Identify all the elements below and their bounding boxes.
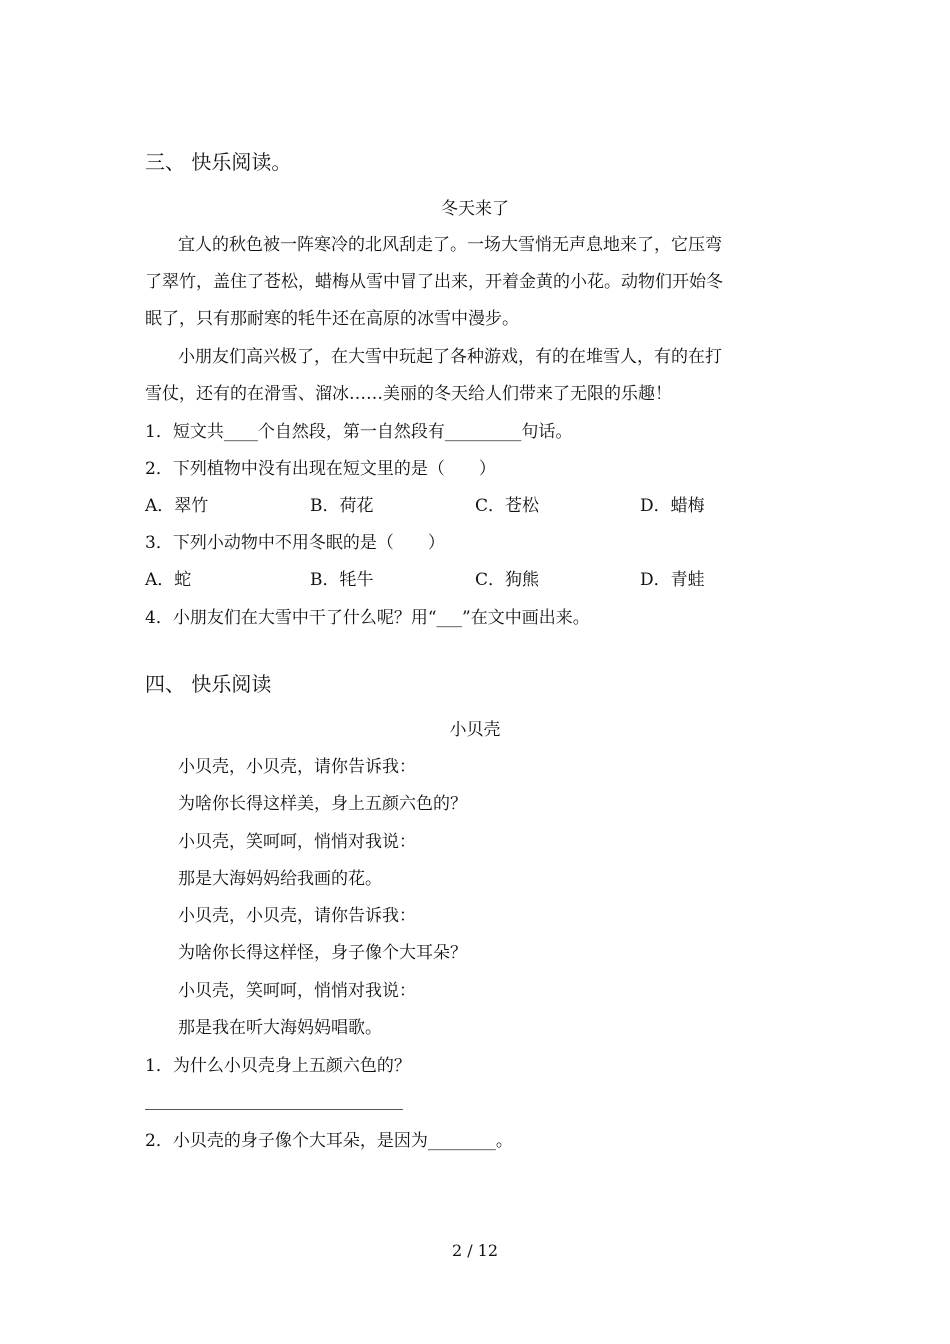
poem-line: 那是我在听大海妈妈唱歌。 (178, 1018, 382, 1038)
answer-line (145, 1109, 403, 1110)
option-d: D．青蛙 (640, 570, 705, 590)
paragraph-line: 宜人的秋色被一阵寒冷的北风刮走了。一场大雪悄无声息地来了，它压弯 (178, 235, 722, 255)
poem-line: 为啥你长得这样怪，身子像个大耳朵？ (178, 943, 467, 963)
paragraph-line: 雪仗，还有的在滑雪、溜冰……美丽的冬天给人们带来了无限的乐趣！ (145, 384, 672, 404)
paragraph-line: 小朋友们高兴极了，在大雪中玩起了各种游戏，有的在堆雪人，有的在打 (178, 347, 722, 367)
paragraph-line: 了翠竹，盖住了苍松，蜡梅从雪中冒了出来，开着金黄的小花。动物们开始冬 (145, 272, 723, 292)
question-3-4: 4．小朋友们在大雪中干了什么呢？用“___”在文中画出来。 (145, 608, 590, 628)
page-number: 2 / 12 (451, 1241, 499, 1260)
option-d: D．蜡梅 (640, 496, 705, 516)
option-a: A．翠竹 (145, 496, 209, 516)
question-4-2: 2．小贝壳的身子像个大耳朵，是因为________。 (145, 1131, 513, 1151)
poem-line: 为啥你长得这样美，身上五颜六色的？ (178, 794, 467, 814)
poem-title: 小贝壳 (449, 720, 501, 740)
option-b: B．荷花 (310, 496, 374, 516)
poem-line: 小贝壳，笑呵呵，悄悄对我说： (178, 981, 416, 1001)
poem-line: 那是大海妈妈给我画的花。 (178, 869, 382, 889)
poem-line: 小贝壳，小贝壳，请你告诉我： (178, 757, 416, 777)
question-4-1: 1．为什么小贝壳身上五颜六色的？ (145, 1056, 411, 1076)
poem-line: 小贝壳，小贝壳，请你告诉我： (178, 906, 416, 926)
poem-line: 小贝壳，笑呵呵，悄悄对我说： (178, 832, 416, 852)
option-a: A．蛇 (145, 570, 192, 590)
story-title: 冬天来了 (441, 199, 509, 219)
question-3-2: 2．下列植物中没有出现在短文里的是（ ） (145, 459, 496, 479)
paragraph-line: 眠了，只有那耐寒的牦牛还在高原的冰雪中漫步。 (145, 309, 519, 329)
option-c: C．苍松 (475, 496, 540, 516)
question-3-1: 1．短文共____个自然段，第一自然段有_________句话。 (145, 422, 573, 442)
option-c: C．狗熊 (475, 570, 540, 590)
option-b: B．牦牛 (310, 570, 374, 590)
section-4-title: 四、 快乐阅读 (145, 672, 272, 696)
section-3-title: 三、 快乐阅读。 (145, 150, 292, 174)
question-3-3: 3．下列小动物中不用冬眠的是（ ） (145, 533, 445, 553)
